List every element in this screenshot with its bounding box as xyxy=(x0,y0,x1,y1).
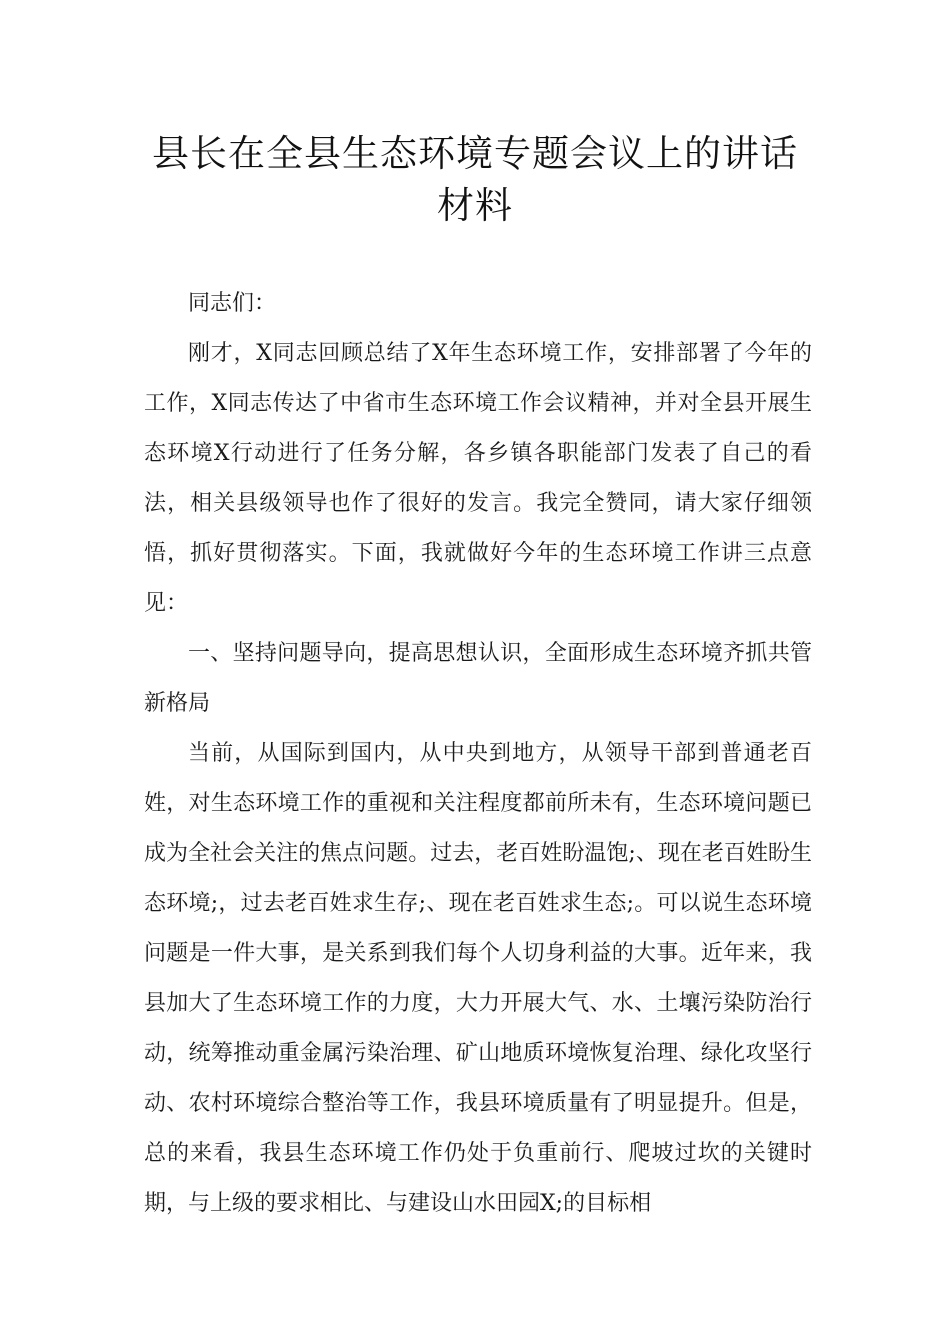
document-title xyxy=(120,128,830,232)
section-heading-1: 一、坚持问题导向，提高思想认识，全面形成生态环境齐抓共管新格局 xyxy=(144,641,812,716)
body-paragraph: 当前，从国际到国内，从中央到地方，从领导干部到普通老百姓，对生态环境工作的重视和关注程度都前所未有，生态环境问题已成为全社会关注的焦点问题。过去，老百姓盼温饱;、现在老百姓盼生态环境;，过去老百姓求生存;、现在老百姓求生态;。可以说生态环境问题是一件大事，是关系到我们每个人切身利益的大事。近年来，我县加大了生态环境工作的力度，大力开展大气、水、土壤污染防治行动，统筹推动重金属污染治理、矿山地质环境恢复治理、绿化攻坚行动、农村环境综合整治等工作，我县环境质量有了明显提升。但是，总的来看，我县生态环境工作仍处于负重前行、爬坡过坎的关键时期，与上级的要求相比、与建设山水田园X;的目标相 xyxy=(144,741,812,1216)
title-line-1: 县长在全县生态环境专题会议上的讲话 xyxy=(152,132,798,175)
title-line-2: 材料 xyxy=(437,184,513,227)
salutation-paragraph: 同志们： xyxy=(188,291,277,316)
body-paragraph: 刚才，X同志回顾总结了X年生态环境工作，安排部署了今年的工作，X同志传达了中省市生态环境工作会议精神，并对全县开展生态环境X行动进行了任务分解，各乡镇各职能部门发表了自己的看法，相关县级领导也作了很好的发言。我完全赞同，请大家仔细领悟，抓好贯彻落实。下面，我就做好今年的生态环境工作讲三点意见： xyxy=(144,341,812,616)
document-body xyxy=(144,279,812,1229)
